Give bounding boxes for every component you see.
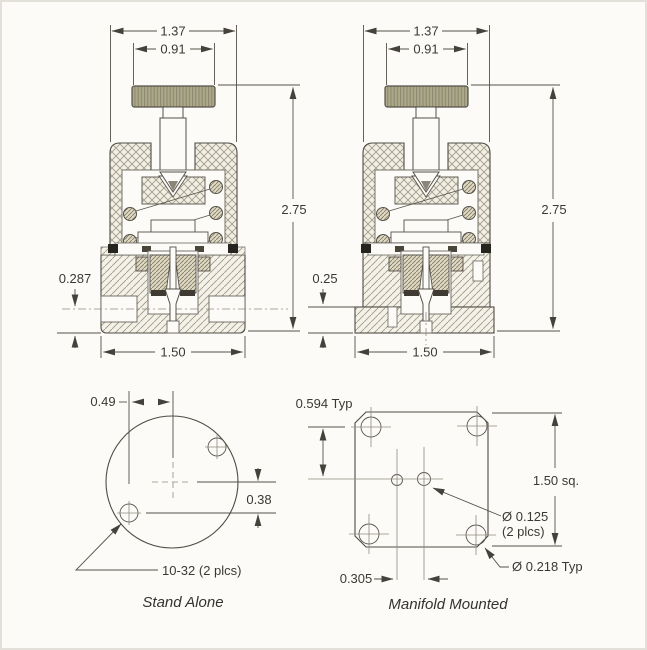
base-channel [388, 307, 397, 327]
dim-left-port-height: 0.287 [58, 271, 92, 286]
dim-right-knob-width: 0.91 [413, 41, 439, 57]
o-ring-seal [228, 244, 238, 253]
adjusting-stem [160, 118, 186, 172]
dim-right-height: 2.75 [541, 202, 567, 217]
dim-left-height: 2.75 [281, 202, 307, 217]
left-valve-section [57, 24, 307, 360]
manifold-plate [355, 412, 488, 547]
dim-right-step-height: 0.25 [312, 271, 338, 286]
o-ring-seal [481, 244, 491, 253]
right-valve-section [308, 24, 567, 360]
dim-left-outer-width: 1.37 [160, 23, 186, 39]
leader-line [485, 548, 509, 567]
small-hole-dia: Ø 0.125 [502, 509, 549, 524]
dim-right-base-width: 1.50 [412, 344, 438, 360]
knurled-knob [385, 86, 468, 107]
small-hole-qty: (2 plcs) [502, 524, 545, 539]
o-ring-seal [361, 244, 371, 253]
dim-left-knob-width: 0.91 [160, 41, 186, 57]
thread-callout: 10-32 (2 plcs) [162, 563, 242, 578]
manifold-caption: Manifold Mounted [388, 596, 508, 613]
o-ring-seal [108, 244, 118, 253]
dim-square: 1.50 sq. [532, 473, 580, 488]
dim-hole-spacing: 0.594 Typ [295, 396, 353, 411]
dim-center-spacing: 0.305 [339, 571, 373, 586]
dim-hole-offset-y: 0.38 [246, 492, 272, 507]
leader-line [433, 488, 501, 516]
adjusting-stem [413, 118, 439, 172]
dim-right-outer-width: 1.37 [413, 23, 439, 39]
knob-neck [163, 107, 183, 118]
manifold-mounted-view [296, 396, 583, 613]
corner-hole-dia: Ø 0.218 Typ [512, 559, 583, 574]
dim-left-base-width: 1.50 [160, 344, 186, 360]
dim-hole-offset-x: 0.49 [90, 394, 116, 409]
stand-alone-view [76, 391, 276, 611]
leader-line [76, 524, 158, 570]
stand-alone-caption: Stand Alone [142, 594, 224, 611]
knurled-knob [132, 86, 215, 107]
